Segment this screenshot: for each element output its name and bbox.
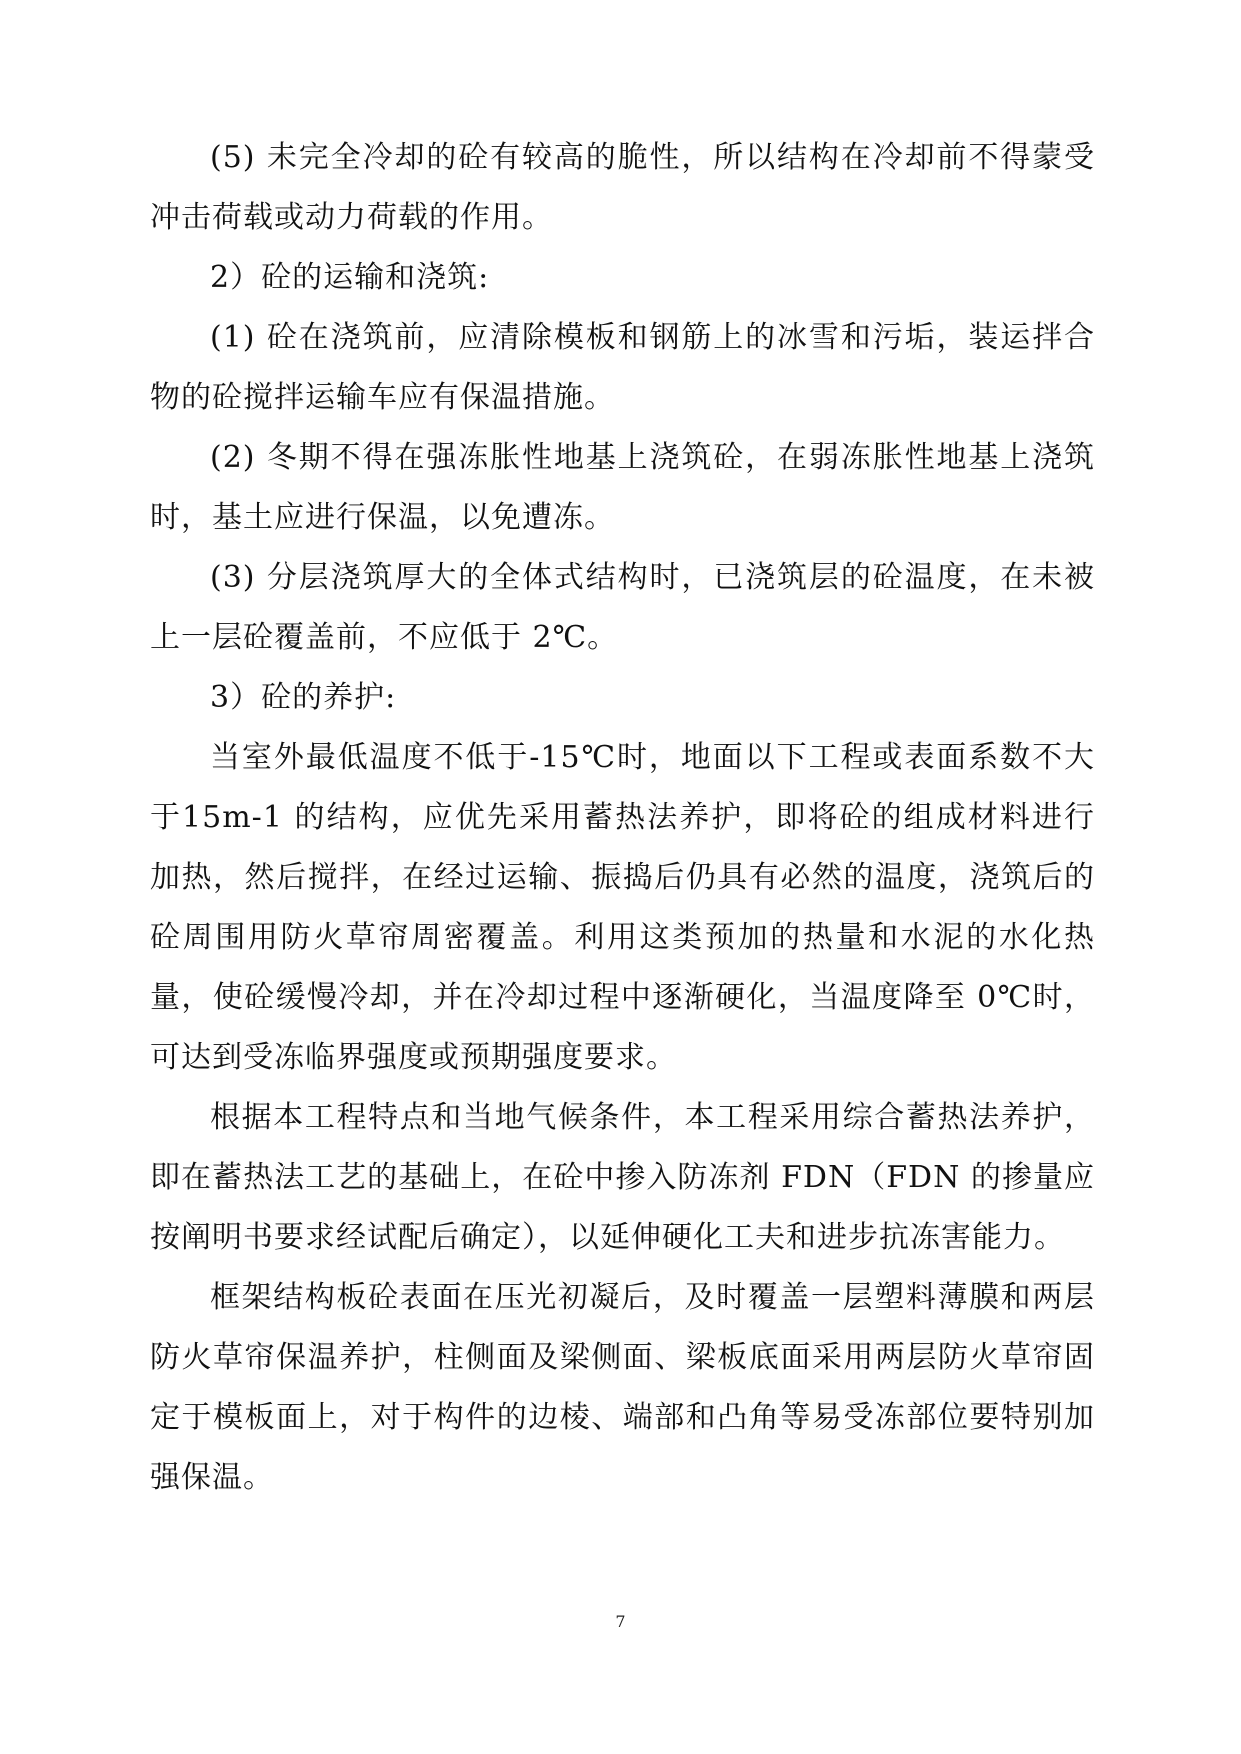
section-heading-transport-pouring: 2）砼的运输和浇筑: — [210, 260, 490, 295]
paragraph-item-5-brittleness: (5) 未完全冷却的砼有较高的脆性，所以结构在冷却前不得蒙受冲击荷载或动力荷载的作用。 — [150, 140, 1095, 235]
paragraph-item-3-layered-pouring: (3) 分层浇筑厚大的全体式结构时，已浇筑层的砼温度，在未被上一层砼覆盖前，不应低于 2℃。 — [150, 560, 1095, 655]
paragraph-heat-storage-method: 当室外最低温度不低于-15℃时，地面以下工程或表面系数不大于15m-1 的结构，应优先采用蓄热法养护，即将砼的组成材料进行加热，然后搅拌，在经过运输、振捣后仍具有必然的温度，浇筑后的砼周围用防火草帘周密覆盖。利用这类预加的热量和水泥的水化热量，使砼缓慢冷却，并在冷却过程中逐渐硬化，当温度降至 0℃时，可达到受冻临界强度或预期强度要求。 — [150, 740, 1095, 1075]
page-number: 7 — [615, 1612, 626, 1631]
body-text — [150, 128, 1095, 1508]
paragraph-frame-slab-curing: 框架结构板砼表面在压光初凝后，及时覆盖一层塑料薄膜和两层防火草帘保温养护，柱侧面及梁侧面、梁板底面采用两层防火草帘固定于模板面上，对于构件的边棱、端部和凸角等易受冻部位要特别加强保温。 — [150, 1280, 1095, 1495]
paragraph-combined-curing: 根据本工程特点和当地气候条件，本工程采用综合蓄热法养护，即在蓄热法工艺的基础上，在砼中掺入防冻剂 FDN（FDN 的掺量应按阐明书要求经试配后确定），以延伸硬化工夫和进步抗冻害能力。 — [150, 1100, 1095, 1255]
paragraph-item-1-cleaning: (1) 砼在浇筑前，应清除模板和钢筋上的冰雪和污垢，装运拌合物的砼搅拌运输车应有保温措施。 — [150, 320, 1095, 415]
section-heading-curing: 3）砼的养护: — [210, 680, 397, 715]
paragraph-item-2-frost-heave: (2) 冬期不得在强冻胀性地基上浇筑砼，在弱冻胀性地基上浇筑时，基土应进行保温，以免遭冻。 — [150, 440, 1095, 535]
